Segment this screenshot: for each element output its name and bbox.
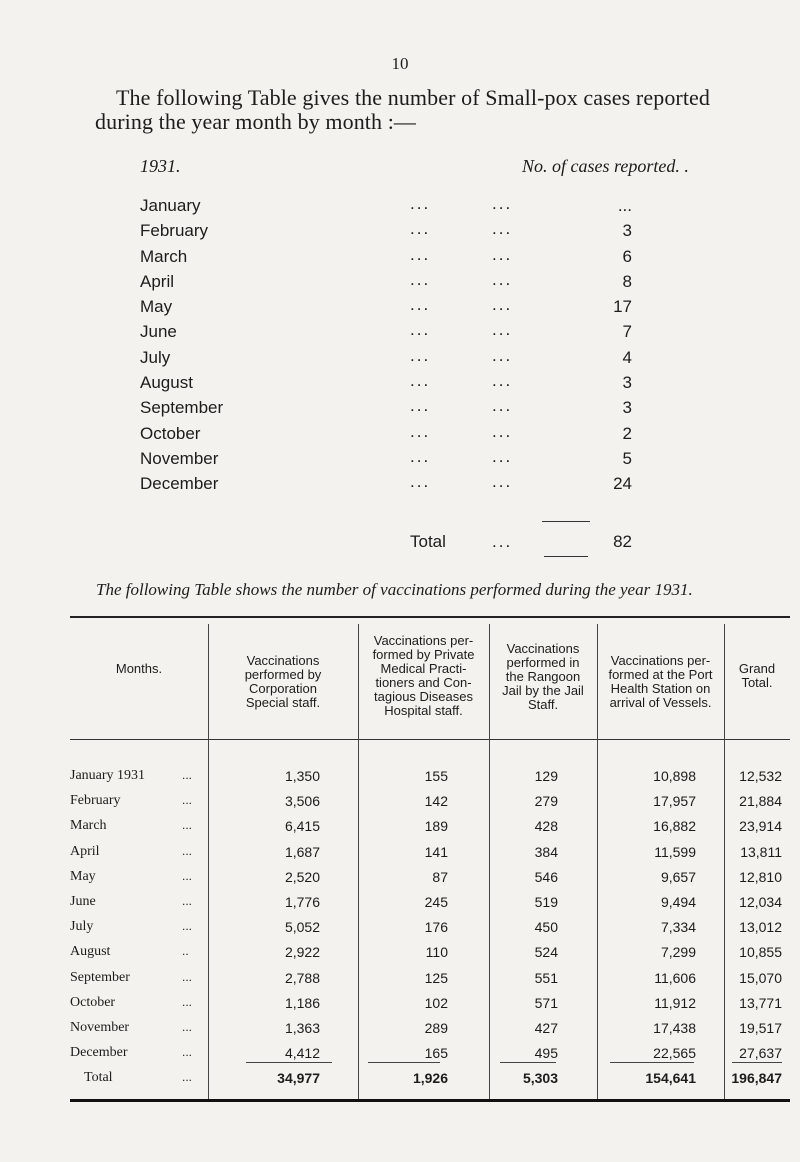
leader-dots: ... xyxy=(182,1020,193,1034)
column-header-line: Corporation xyxy=(249,681,317,696)
vaccinations-row xyxy=(70,944,790,968)
cell-corp: 1,363 xyxy=(284,1020,320,1036)
leader-dots: ... xyxy=(182,793,193,808)
cell-private: 141 xyxy=(424,843,448,860)
cases-row xyxy=(140,346,660,371)
row-month: December xyxy=(70,1045,128,1061)
cases-month: April xyxy=(140,271,175,291)
leader-dots: ... xyxy=(410,345,431,365)
cases-month: February xyxy=(140,221,209,241)
row-month: August xyxy=(70,944,111,960)
cases-month: June xyxy=(140,322,177,342)
cell-total: 12,810 xyxy=(739,868,782,885)
cell-private: 155 xyxy=(424,768,448,784)
vaccinations-table xyxy=(70,616,790,1104)
cell-jail: 384 xyxy=(534,843,558,860)
column-header xyxy=(208,654,358,710)
sum-rule xyxy=(610,1062,694,1063)
leader-dots: ... xyxy=(182,818,193,833)
cell-jail: 5,303 xyxy=(522,1070,558,1086)
cell-private: 142 xyxy=(424,793,448,810)
cell-total: 19,517 xyxy=(739,1020,782,1036)
column-header-line: performed in xyxy=(506,655,580,670)
cell-corp: 2,922 xyxy=(284,944,320,961)
cases-row xyxy=(140,371,660,396)
table-bottom-rule xyxy=(70,1099,790,1102)
cell-corp: 34,977 xyxy=(277,1070,320,1086)
row-month: September xyxy=(70,969,130,985)
cell-total: 15,070 xyxy=(739,969,782,986)
cell-private: 176 xyxy=(424,919,448,936)
column-header-line: tioners and Con- xyxy=(375,675,472,690)
column-header-line: Grand xyxy=(738,661,776,676)
cell-port: 16,882 xyxy=(653,818,696,835)
leader-dots: ... xyxy=(492,295,513,315)
cases-row xyxy=(140,320,660,345)
cell-port: 7,299 xyxy=(660,944,696,961)
column-header xyxy=(358,634,489,718)
cases-row xyxy=(140,422,660,447)
leader-dots: ... xyxy=(182,969,193,984)
column-header-line: Months. xyxy=(115,661,163,676)
row-month: November xyxy=(70,1020,130,1035)
column-header xyxy=(724,662,790,690)
table-header-rule xyxy=(70,739,790,740)
cell-jail: 428 xyxy=(534,818,558,835)
cases-row xyxy=(140,194,660,219)
cell-total: 13,012 xyxy=(739,919,782,936)
cell-private: 189 xyxy=(424,818,448,835)
leader-dots: ... xyxy=(182,868,193,883)
vaccinations-row xyxy=(70,970,790,994)
vaccination-caption: The following Table shows the number of vaccinations performed during the year 1931. xyxy=(96,580,693,599)
column-header-line: Medical Practi- xyxy=(380,661,467,676)
vaccinations-row xyxy=(70,894,790,918)
cell-port: 154,641 xyxy=(645,1070,696,1086)
cases-month: August xyxy=(140,373,193,393)
cell-port: 11,606 xyxy=(654,969,696,986)
vaccinations-row xyxy=(70,919,790,943)
cases-total-leader: ... xyxy=(492,532,513,551)
cases-value: 3 xyxy=(622,221,632,241)
cell-corp: 2,520 xyxy=(284,868,320,885)
cases-row xyxy=(140,295,660,320)
cell-jail: 571 xyxy=(534,994,558,1011)
sum-rule xyxy=(246,1062,332,1063)
leader-dots: ... xyxy=(182,894,193,908)
cell-corp: 1,350 xyxy=(284,768,320,784)
cases-month: March xyxy=(140,246,188,266)
leader-dots: ... xyxy=(182,768,193,782)
column-header-line: arrival of Vessels. xyxy=(609,695,712,710)
cell-private: 125 xyxy=(424,969,448,986)
leader-dots: ... xyxy=(410,472,431,492)
cell-port: 9,657 xyxy=(660,868,696,885)
leader-dots: ... xyxy=(410,371,431,391)
cases-value: 7 xyxy=(622,322,632,342)
column-header-line: Vaccinations per- xyxy=(373,633,474,648)
cases-month: October xyxy=(140,423,201,443)
cell-total: 13,811 xyxy=(740,843,782,860)
leader-dots: ... xyxy=(492,219,513,239)
cases-value: 4 xyxy=(622,347,632,367)
leader-dots: ... xyxy=(492,320,513,340)
column-header-line: Health Station on xyxy=(610,681,711,696)
cell-port: 7,334 xyxy=(660,919,696,936)
column-header-line: Hospital staff. xyxy=(384,703,463,718)
vaccinations-row xyxy=(70,869,790,893)
cell-jail: 129 xyxy=(534,768,558,784)
column-header-line: performed by xyxy=(244,667,322,682)
cell-port: 17,957 xyxy=(653,793,696,810)
leader-dots: ... xyxy=(182,919,193,934)
leader-dots: ... xyxy=(182,1070,193,1084)
cases-month: September xyxy=(140,398,224,418)
cell-jail: 450 xyxy=(534,919,558,936)
row-month: March xyxy=(70,818,107,834)
cell-port: 11,599 xyxy=(654,843,696,860)
leader-dots: ... xyxy=(492,371,513,391)
cell-corp: 1,776 xyxy=(284,894,320,910)
cases-month: January xyxy=(140,196,201,215)
sum-rule xyxy=(368,1062,440,1063)
row-month: October xyxy=(70,994,116,1010)
leader-dots: ... xyxy=(410,396,431,416)
cases-value: 17 xyxy=(613,297,632,317)
cell-total: 23,914 xyxy=(739,818,782,835)
cell-jail: 519 xyxy=(534,894,558,910)
column-header-line: Total. xyxy=(741,675,773,690)
cell-total: 21,884 xyxy=(739,793,782,810)
leader-dots: ... xyxy=(492,345,513,365)
cell-jail: 551 xyxy=(534,969,558,986)
cases-value: ... xyxy=(617,196,632,215)
column-header xyxy=(489,642,597,712)
cases-total-label: Total xyxy=(410,532,446,551)
cell-port: 22,565 xyxy=(653,1045,696,1062)
cell-private: 245 xyxy=(424,894,448,910)
cell-private: 165 xyxy=(424,1045,448,1062)
cases-month: May xyxy=(140,297,173,317)
cases-column-heading: No. of cases reported. . xyxy=(522,156,689,176)
cases-value: 6 xyxy=(622,246,632,266)
vaccinations-total-row xyxy=(70,1070,790,1094)
cases-row xyxy=(140,270,660,295)
row-month: January 1931 xyxy=(70,768,146,783)
column-header-line: the Rangoon xyxy=(505,669,581,684)
vaccinations-row xyxy=(70,818,790,842)
leader-dots: ... xyxy=(410,295,431,315)
vaccinations-row xyxy=(70,995,790,1019)
cell-corp: 4,412 xyxy=(284,1045,320,1062)
cases-value: 5 xyxy=(622,448,632,468)
leader-dots: ... xyxy=(410,244,431,264)
intro-paragraph xyxy=(95,85,776,134)
row-month: July xyxy=(70,919,94,935)
column-header-line: Vaccinations per- xyxy=(610,653,711,668)
vaccinations-row xyxy=(70,768,790,792)
cell-jail: 524 xyxy=(534,944,558,961)
vaccinations-row xyxy=(70,1045,790,1069)
cell-jail: 279 xyxy=(534,793,558,810)
row-month: May xyxy=(70,868,96,884)
intro-line-2: during the year month by month :— xyxy=(95,109,417,134)
column-header-line: Special staff. xyxy=(245,695,321,710)
cell-total: 12,034 xyxy=(739,894,782,910)
cell-port: 11,912 xyxy=(654,994,696,1011)
cell-jail: 495 xyxy=(534,1045,558,1062)
leader-dots: ... xyxy=(492,421,513,441)
column-header-line: formed at the Port xyxy=(608,667,713,682)
cases-value: 2 xyxy=(622,423,632,443)
cases-year-heading: 1931. xyxy=(140,156,181,176)
total-rule-below xyxy=(544,556,588,557)
leader-dots: .. xyxy=(182,944,189,959)
cases-row xyxy=(140,219,660,244)
column-header-line: tagious Diseases xyxy=(374,689,473,704)
row-month: Total xyxy=(84,1070,113,1085)
row-month: April xyxy=(70,843,100,859)
leader-dots: ... xyxy=(410,194,431,213)
cases-month: July xyxy=(140,347,171,367)
leader-dots: ... xyxy=(182,994,193,1009)
cell-private: 110 xyxy=(425,944,448,961)
leader-dots: ... xyxy=(492,472,513,492)
column-header xyxy=(70,662,208,676)
cell-corp: 3,506 xyxy=(284,793,320,810)
cases-row xyxy=(140,396,660,421)
leader-dots: ... xyxy=(182,843,193,858)
cell-corp: 2,788 xyxy=(284,969,320,986)
cell-port: 17,438 xyxy=(653,1020,696,1036)
leader-dots: ... xyxy=(492,194,513,213)
leader-dots: ... xyxy=(410,446,431,466)
cell-total: 12,532 xyxy=(739,768,782,784)
leader-dots: ... xyxy=(410,320,431,340)
sum-rule xyxy=(732,1062,782,1063)
cases-value: 3 xyxy=(622,373,632,393)
cases-month: November xyxy=(140,448,219,468)
cell-jail: 427 xyxy=(534,1020,558,1036)
cases-row xyxy=(140,447,660,472)
vaccinations-row xyxy=(70,1020,790,1044)
row-month: February xyxy=(70,793,121,809)
cases-value: 24 xyxy=(613,474,632,494)
cell-corp: 6,415 xyxy=(284,818,320,835)
leader-dots: ... xyxy=(410,219,431,239)
cell-private: 87 xyxy=(432,868,448,885)
cell-corp: 5,052 xyxy=(284,919,320,936)
leader-dots: ... xyxy=(410,269,431,289)
cell-total: 10,855 xyxy=(739,944,782,961)
cell-total: 196,847 xyxy=(731,1070,782,1086)
vaccinations-row xyxy=(70,844,790,868)
total-rule-above xyxy=(542,521,590,522)
cell-corp: 1,687 xyxy=(284,843,320,860)
cell-private: 1,926 xyxy=(412,1070,448,1086)
cell-total: 13,771 xyxy=(739,994,782,1011)
column-header-line: Jail by the Jail xyxy=(502,683,584,698)
cell-private: 289 xyxy=(424,1020,448,1036)
column-header-line: Vaccinations xyxy=(246,653,320,668)
leader-dots: ... xyxy=(410,421,431,441)
cases-value: 3 xyxy=(622,398,632,418)
sum-rule xyxy=(500,1062,556,1063)
cell-port: 10,898 xyxy=(653,768,696,784)
cell-corp: 1,186 xyxy=(284,994,320,1011)
cases-row xyxy=(140,245,660,270)
cases-row xyxy=(140,472,660,497)
small-pox-cases-table xyxy=(140,194,660,498)
leader-dots: ... xyxy=(182,1045,193,1060)
cell-jail: 546 xyxy=(534,868,558,885)
cases-month: December xyxy=(140,474,219,494)
column-header xyxy=(597,654,724,710)
vaccinations-row xyxy=(70,793,790,817)
leader-dots: ... xyxy=(492,396,513,416)
leader-dots: ... xyxy=(492,269,513,289)
column-header-line: Vaccinations xyxy=(506,641,580,656)
row-month: June xyxy=(70,894,96,909)
cases-value: 8 xyxy=(622,271,632,291)
leader-dots: ... xyxy=(492,244,513,264)
column-header-line: Staff. xyxy=(527,697,559,712)
leader-dots: ... xyxy=(492,446,513,466)
cases-total-value: 82 xyxy=(613,532,632,551)
cell-private: 102 xyxy=(424,994,448,1011)
page-number: 10 xyxy=(391,54,409,73)
cell-total: 27,637 xyxy=(739,1045,782,1062)
column-header-line: formed by Private xyxy=(372,647,475,662)
cell-port: 9,494 xyxy=(660,894,696,910)
table-top-rule xyxy=(70,616,790,618)
intro-line-1: The following Table gives the number of Small-pox cases reported xyxy=(116,85,711,110)
